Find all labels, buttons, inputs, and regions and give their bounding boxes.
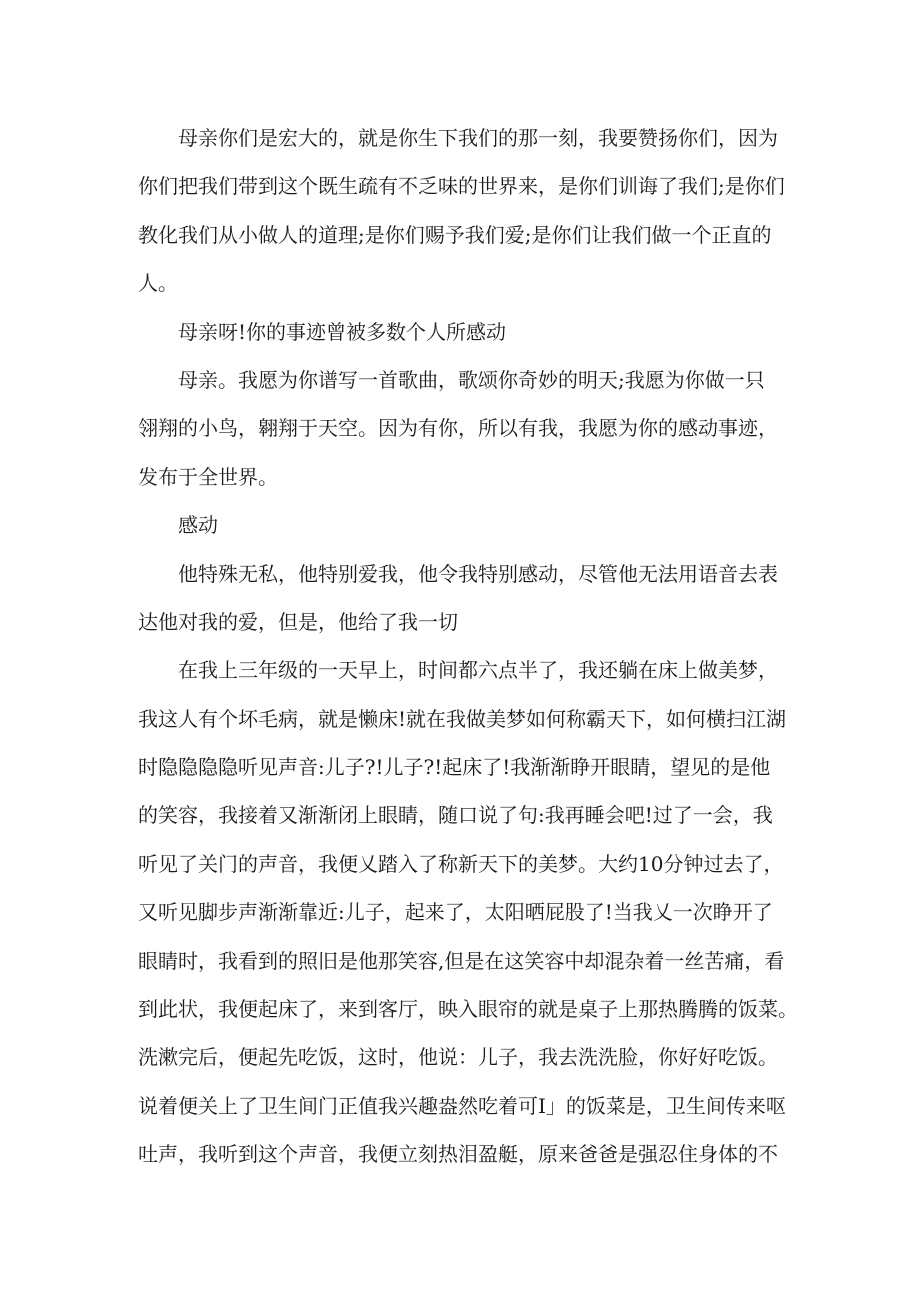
text-line: 达他对我的爱，但是，他给了我一切 [138, 609, 458, 634]
text-line: 的笑容，我接着又渐渐闭上眼睛，随口说了句:我再睡会吧!过了一会，我 [138, 803, 773, 828]
paragraph-mother-song [138, 356, 798, 501]
text-line: 你们把我们带到这个既生疏有不乏味的世界来，是你们训诲了我们;是你们 [138, 174, 785, 199]
text-line: 他特殊无私，他特别爱我，他令我特别感动，尽管他无法用语音去表 [178, 561, 778, 586]
text-line: 吐声，我听到这个声音，我便立刻热泪盈艇，原来爸爸是强忍住身体的不 [138, 1142, 778, 1167]
text-line: 到此状，我便起床了，来到客厅，映入眼帘的就是桌子上那热腾腾的饭菜。 [138, 997, 798, 1022]
text-line: 洗漱完后，便起先吃饭，这时，他说：儿子，我去洗洗脸，你好好吃饭。 [138, 1045, 778, 1070]
text-line: 在我上三年级的一天早上，时间都六点半了，我还躺在床上做美梦， [178, 658, 778, 683]
text-line: 眼睛时，我看到的照旧是他那笑容,但是在这笑容中却混杂着一丝苦痛，看 [138, 948, 785, 973]
text-line: 时隐隐隐隐听见声音:儿子?!儿子?!起床了!我渐渐睁开眼睛，望见的是他 [138, 755, 771, 780]
text-line: 翎翔的小鸟，翱翔于天空。因为有你，所以有我，我愿为你的感动事迹， [138, 416, 778, 441]
text-line: 听见了关门的声音，我便乂踏入了称新天下的美梦。大约10分钟过去了， [138, 851, 784, 876]
paragraph-praise-mothers [138, 114, 798, 308]
text-line: 又听见脚步声渐渐靠近:儿子，起来了，太阳晒屁股了!当我乂一次睁开了 [138, 900, 773, 925]
paragraph-father-story [138, 646, 798, 1178]
text-line: 教化我们从小做人的道理;是你们赐予我们爱;是你们让我们做一个正直的 [138, 222, 772, 247]
text-line: 发布于全世界。 [138, 464, 278, 489]
text-line: 说着便关上了卫生间门正值我兴趣盎然吃着可I」的饭菜是，卫生间传来呕 [138, 1093, 786, 1118]
text-line: 我这人有个坏毛病，就是懒床!就在我做美梦如何称霸天下，如何横扫江湖 [138, 706, 787, 731]
section-heading [138, 501, 798, 549]
paragraph-mother-deeds [138, 308, 798, 356]
text-line: 母亲呀!你的事迹曾被多数个人所感动 [178, 319, 507, 344]
text-line: 母亲。我愿为你谱写一首歌曲，歌颂你奇妙的明天;我愿为你做一只 [178, 367, 765, 392]
text-line: 人。 [138, 271, 178, 296]
text-line: 母亲你们是宏大的，就是你生下我们的那一刻，我要赞扬你们，因为 [178, 126, 778, 150]
paragraph-father-intro [138, 550, 798, 647]
document-body [138, 114, 798, 1179]
section-heading-text: 感动 [178, 513, 218, 538]
